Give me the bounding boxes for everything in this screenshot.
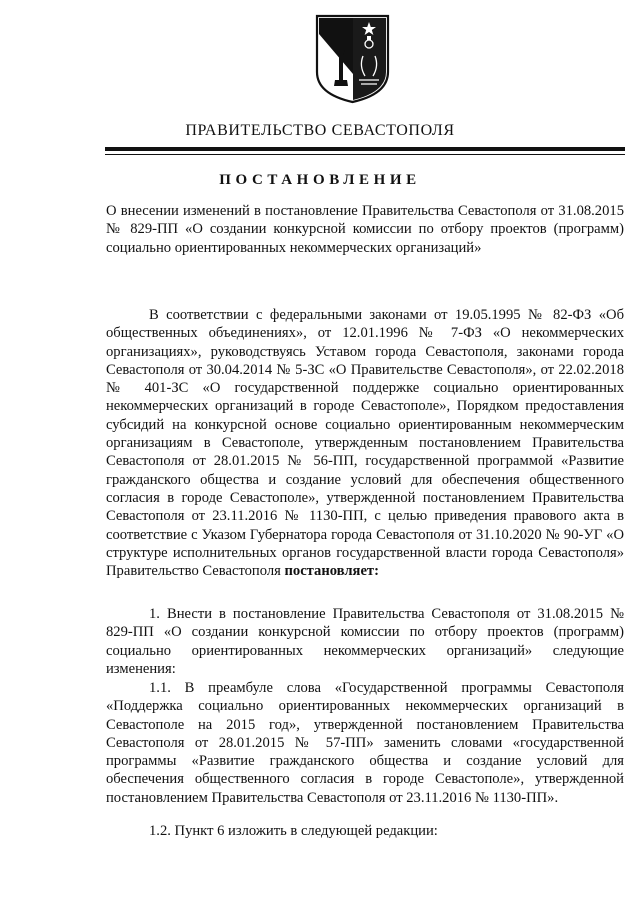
- preamble-paragraph: [106, 306, 624, 580]
- preamble-text: В соответствии с федеральными законами от 19.05.1995 № 82-ФЗ «Об общественных объединениях», от 12.01.1996 № 7-ФЗ «О некоммерческих организациях», руководствуясь Уставом города Севастополя, законами города Севастополя от 30.04.2014 № 5-ЗС «О Правительстве Севастополя», от 22.02.2018 № 401-ЗС «О государственной поддержке социально ориентированных некоммерческих организаций в городе Севастополе», Порядком предоставления субсидий на конкурсной основе социально ориентированным некоммерческим организациям в Севастополе, утвержденным постановлением Правительства Севастополя от 28.01.2015 № 56-ПП, государственной программой «Развитие гражданского общества и создание условий для обеспечения общественного согласия в городе Севастополе», утвержденной постановлением Правительства Севастополя от 23.11.2016 № 1130-ПП, с целью приведения правового акта в соответствие с Указом Губернатора города Севастополя от 31.10.2020 № 90-УГ «О структуре исполнительных органов государственной власти города Севастополя» Правительство Севастополя: [106, 307, 624, 580]
- document-type-title: ПОСТАНОВЛЕНИЕ: [219, 172, 421, 188]
- decree-word: постановляет: [284, 563, 375, 580]
- item-1-2: 1.2. Пункт 6 изложить в следующей редакции:: [149, 823, 438, 839]
- header-rule-thick: [105, 147, 625, 151]
- header-rule-thin: [105, 154, 625, 155]
- coat-of-arms-icon: [315, 14, 390, 104]
- item-1: 1. Внести в постановление Правительства Севастополя от 31.08.2015 № 829-ПП «О создании конкурсной комиссии по отбору проектов (программ) социально ориентированных некоммерческих организаций» следующие изменения:: [106, 606, 624, 677]
- monument-column: [339, 54, 343, 80]
- item-1-1: 1.1. В преамбуле слова «Государственной программы Севастополя «Поддержка социально ориентированных некоммерческих организаций в Севастополе на 2015 год», утвержденной постановлением Правительства Севастополя от 28.01.2015 № 57-ПП» заменить словами «государственной программы «Развитие гражданского общества и создание условий для обеспечения общественного согласия в городе Севастополе», утвержденной постановлением Правительства Севастополя от 23.11.2016 № 1130-ПП».: [106, 680, 624, 806]
- government-name: ПРАВИТЕЛЬСТВО СЕВАСТОПОЛЯ: [185, 122, 455, 139]
- decree-colon: :: [374, 563, 379, 580]
- document-subject: О внесении изменений в постановление Правительства Севастополя от 31.08.2015 № 829-ПП «О создании конкурсной комиссии по отбору проектов (программ) социально ориентированных некоммерческих организаций»: [106, 203, 624, 256]
